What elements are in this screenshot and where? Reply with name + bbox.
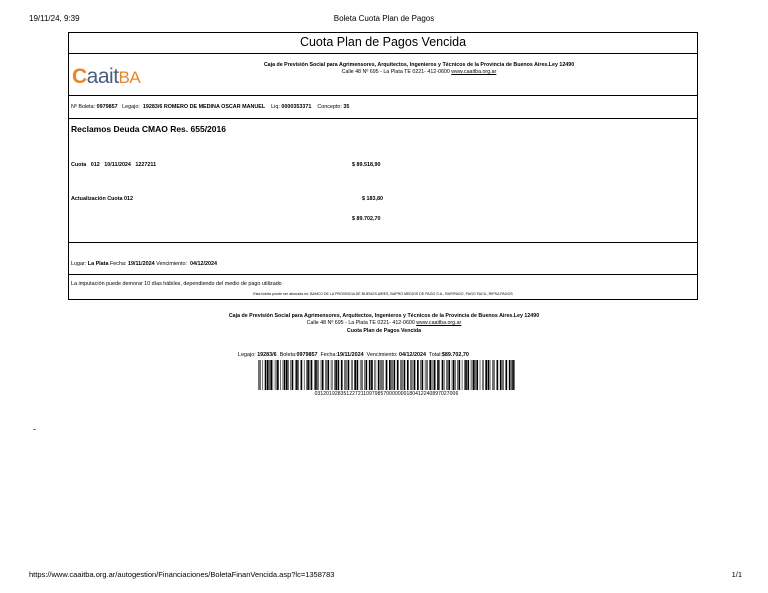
barcode-bar: [331, 360, 332, 390]
barcode-bar: [389, 360, 391, 390]
barcode-bar: [318, 360, 319, 390]
barcode-bar: [467, 360, 469, 390]
barcode-bar: [315, 360, 317, 390]
barcode-bar: [434, 360, 436, 390]
barcode-bar: [322, 360, 324, 390]
barcode-bar: [512, 360, 514, 390]
barcode-bar: [425, 360, 426, 390]
barcode-bar: [505, 360, 507, 390]
barcode-bar: [311, 360, 313, 390]
barcode-bar: [378, 360, 380, 390]
barcode-bar: [426, 360, 427, 390]
barcode-bar: [276, 360, 277, 390]
barcode-bar: [314, 360, 315, 390]
payment-slip: [68, 32, 698, 300]
barcode-bar: [503, 360, 504, 390]
barcode-digits: 03120192835122721109798570000000180412240897027006: [314, 391, 459, 397]
barcode-bar: [259, 360, 260, 390]
barcode-bar: [401, 360, 402, 390]
barcode-bar: [432, 360, 433, 390]
barcode-bar: [411, 360, 412, 390]
barcode-bar: [413, 360, 414, 390]
actualizacion-amount: $ 183,80: [362, 196, 383, 202]
barcode-bar: [295, 360, 296, 390]
barcode-bar: [346, 360, 347, 390]
barcode-bar: [480, 360, 481, 390]
barcode-bar: [301, 360, 303, 390]
actualizacion-label: Actualización Cuota 012: [71, 196, 134, 202]
place-date-row: Lugar: La Plata Fecha: 19/11/2024 Vencimiento: 04/12/2024: [71, 261, 218, 267]
barcode-bar: [397, 360, 399, 390]
barcode-bar: [326, 360, 327, 390]
barcode-bar: [410, 360, 411, 390]
payment-note: Esta boleta puede ser abonada en: BANCO DE LA PROVINCIA DE BUENOS AIRES, BAPRO MEDIOS DE PAGO S.A., RAPIPAGO, PAGO FACIL, RIPSA PAGOS: [253, 292, 513, 296]
barcode-bar: [404, 360, 406, 390]
barcode-bar: [290, 360, 291, 390]
barcode-bar: [352, 360, 353, 390]
barcode-bar: [433, 360, 434, 390]
stub-address: Calle 48 Nº 695 - La Plata TE 0221- 412-0600 www.caaitba.org.ar: [306, 320, 462, 326]
barcode-bar: [360, 360, 361, 390]
barcode-bar: [493, 360, 494, 390]
barcode-bar: [509, 360, 511, 390]
barcode: [258, 360, 515, 390]
print-page-title: Boleta Cuota Plan de Pagos: [333, 14, 435, 23]
barcode-bar: [304, 360, 305, 390]
barcode-bar: [420, 360, 421, 390]
barcode-bar: [442, 360, 444, 390]
debt-heading: Reclamos Deuda CMAO Res. 655/2016: [71, 124, 226, 134]
barcode-bar: [464, 360, 465, 390]
barcode-bar: [462, 360, 463, 390]
stub-org-line: Caja de Previsión Social para Agrimensores, Arquitectos, Ingenieros y Técnicos de la Provincia de Buenos Aires.Ley 12490: [228, 313, 540, 319]
barcode-bar: [452, 360, 453, 390]
barcode-bar: [265, 360, 267, 390]
barcode-bar: [492, 360, 493, 390]
barcode-bar: [473, 360, 475, 390]
website-link[interactable]: www.caaitba.org.ar: [451, 69, 497, 75]
org-address: Calle 48 Nº 695 - La Plata TE 0221- 412-0600 www.caaitba.org.ar: [341, 69, 497, 75]
barcode-bar: [286, 360, 288, 390]
barcode-bar: [482, 360, 483, 390]
barcode-bar: [348, 360, 350, 390]
barcode-bar: [511, 360, 512, 390]
barcode-bar: [488, 360, 490, 390]
barcode-bar: [321, 360, 322, 390]
dash-mark: -: [33, 424, 36, 434]
barcode-bar: [380, 360, 381, 390]
stub-summary: Legajo: 19283/6 Boleta:0979857 Fecha:19/11/2024 Vencimiento: 04/12/2024 Total:$89.702,70: [238, 352, 469, 358]
barcode-bar: [502, 360, 503, 390]
barcode-bar: [455, 360, 456, 390]
barcode-bar: [383, 360, 384, 390]
barcode-bars: [258, 360, 515, 390]
barcode-bar: [327, 360, 329, 390]
barcode-bar: [341, 360, 343, 390]
barcode-bar: [275, 360, 276, 390]
barcode-bar: [335, 360, 337, 390]
barcode-bar: [476, 360, 478, 390]
barcode-bar: [354, 360, 356, 390]
barcode-bar: [497, 360, 499, 390]
barcode-bar: [344, 360, 345, 390]
barcode-bar: [457, 360, 458, 390]
barcode-bar: [391, 360, 392, 390]
barcode-bar: [417, 360, 419, 390]
barcode-bar: [444, 360, 445, 390]
barcode-bar: [429, 360, 431, 390]
barcode-bar: [270, 360, 272, 390]
imputation-note: La imputación puede demorar 10 días hábiles, dependiendo del medio de pago utilizado: [71, 281, 282, 287]
barcode-bar: [298, 360, 299, 390]
barcode-bar: [366, 360, 368, 390]
barcode-bar: [283, 360, 284, 390]
barcode-bar: [381, 360, 382, 390]
barcode-bar: [400, 360, 401, 390]
barcode-bar: [267, 360, 269, 390]
barcode-bar: [475, 360, 476, 390]
barcode-bar: [334, 360, 335, 390]
barcode-bar: [317, 360, 318, 390]
barcode-bar: [338, 360, 340, 390]
divider: [69, 242, 697, 243]
barcode-bar: [514, 360, 515, 390]
barcode-bar: [483, 360, 484, 390]
divider: [69, 95, 697, 96]
barcode-bar: [273, 360, 274, 390]
barcode-bar: [310, 360, 311, 390]
divider: [69, 53, 697, 54]
barcode-bar: [500, 360, 502, 390]
barcode-bar: [446, 360, 447, 390]
barcode-bar: [485, 360, 487, 390]
barcode-bar: [421, 360, 423, 390]
barcode-bar: [288, 360, 289, 390]
barcode-bar: [374, 360, 375, 390]
barcode-bar: [351, 360, 352, 390]
barcode-bar: [407, 360, 409, 390]
barcode-bar: [471, 360, 472, 390]
barcode-bar: [392, 360, 393, 390]
barcode-bar: [332, 360, 333, 390]
barcode-bar: [357, 360, 359, 390]
barcode-bar: [458, 360, 460, 390]
barcode-bar: [427, 360, 428, 390]
divider: [69, 274, 697, 275]
barcode-bar: [494, 360, 495, 390]
stub-website-link[interactable]: www.caaitba.org.ar: [416, 320, 462, 326]
barcode-bar: [447, 360, 448, 390]
total-amount: $ 89.702,70: [352, 216, 381, 222]
barcode-bar: [364, 360, 365, 390]
barcode-bar: [269, 360, 270, 390]
barcode-bar: [361, 360, 362, 390]
cuota-amount: $ 89.518,90: [352, 162, 381, 168]
barcode-bar: [262, 360, 263, 390]
barcode-bar: [307, 360, 309, 390]
barcode-bar: [277, 360, 279, 390]
barcode-bar: [296, 360, 298, 390]
barcode-bar: [284, 360, 286, 390]
barcode-bar: [258, 360, 259, 390]
barcode-bar: [490, 360, 491, 390]
slip-title: Cuota Plan de Pagos Vencida: [299, 35, 467, 49]
stub-title: Cuota Plan de Pagos Vencida: [346, 328, 422, 334]
print-page-count: 1/1: [731, 570, 742, 579]
barcode-bar: [439, 360, 440, 390]
barcode-bar: [453, 360, 455, 390]
barcode-bar: [437, 360, 439, 390]
barcode-bar: [448, 360, 450, 390]
barcode-bar: [260, 360, 261, 390]
barcode-bar: [382, 360, 383, 390]
barcode-bar: [362, 360, 363, 390]
barcode-bar: [376, 360, 377, 390]
barcode-bar: [306, 360, 307, 390]
caaitba-logo: CaaitBA: [72, 65, 141, 88]
divider: [69, 118, 697, 119]
org-line: Caja de Previsión Social para Agrimensores, Arquitectos, Ingenieros y Técnicos de la Provincia de Buenos Aires.Ley 12490: [263, 62, 575, 68]
print-datetime: 19/11/24, 9:39: [29, 14, 80, 23]
barcode-bar: [402, 360, 403, 390]
cuota-line: Cuota 012 10/11/2024 1227211: [71, 162, 157, 168]
barcode-bar: [414, 360, 416, 390]
barcode-bar: [386, 360, 388, 390]
barcode-bar: [345, 360, 346, 390]
barcode-bar: [369, 360, 371, 390]
barcode-bar: [325, 360, 326, 390]
barcode-bar: [371, 360, 373, 390]
barcode-bar: [472, 360, 473, 390]
barcode-bar: [465, 360, 467, 390]
slip-info-row: Nº Boleta: 0979857 Legajo: 19283/6 ROMERO DE MEDINA OSCAR MANUEL Liq: 0000353371 Concepto: 35: [71, 104, 350, 110]
barcode-bar: [280, 360, 281, 390]
barcode-bar: [292, 360, 294, 390]
barcode-bar: [394, 360, 396, 390]
print-url: https://www.caaitba.org.ar/autogestion/Financiaciones/BoletaFinanVencida.asp?lc=1358783: [29, 570, 335, 579]
